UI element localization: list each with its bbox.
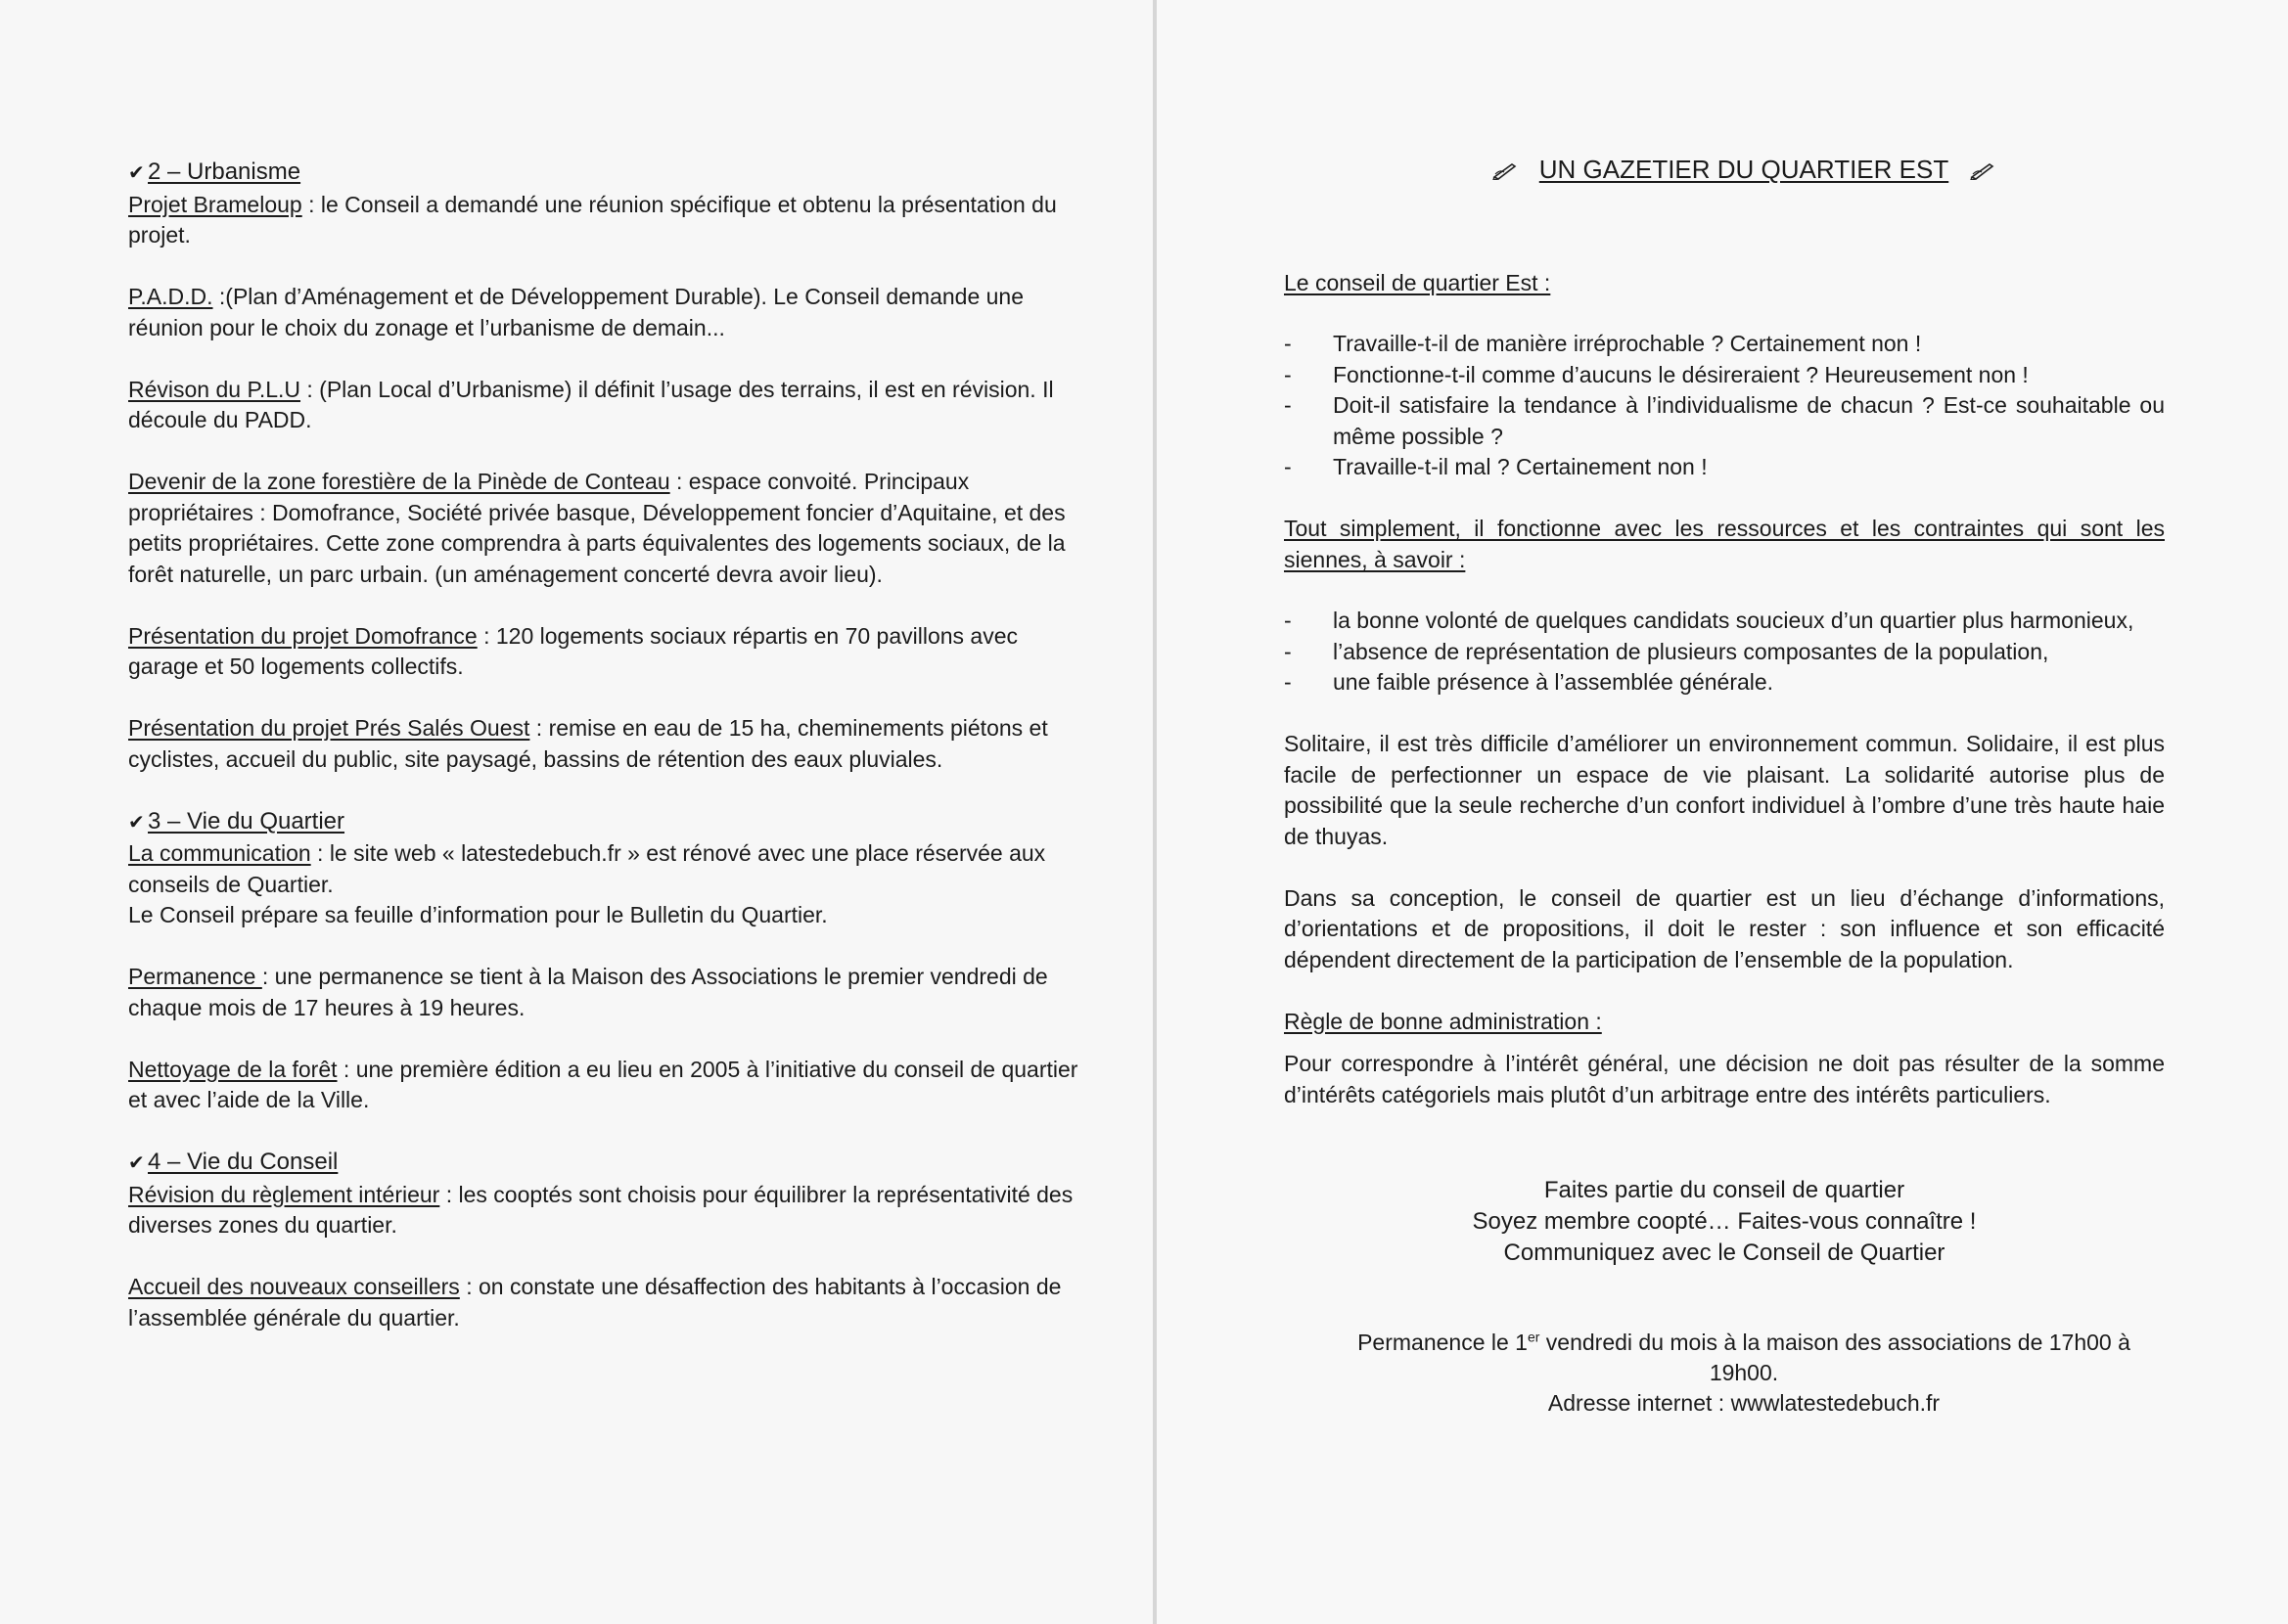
- item-pres-sales-ouest: Présentation du projet Prés Salés Ouest : remise en eau de 15 ha, cheminements piétons et cyclistes, accueil du public, site paysagé, bassins de rétention des eaux pluviales.: [128, 715, 1048, 772]
- section-heading-vie-conseil: ✔ 4 – Vie du Conseil: [128, 1147, 1082, 1180]
- item-communication: La communication : le site web « latestedebuch.fr » est rénové avec une place réservée aux conseils de Quartier.: [128, 840, 1046, 897]
- left-column: [128, 157, 1082, 1365]
- constraints-list: [1284, 606, 2165, 699]
- permanence-info: [1284, 1328, 2165, 1419]
- item-projet-domofrance: Présentation du projet Domofrance : 120 logements sociaux répartis en 70 pavillons avec garage et 50 logements collectifs.: [128, 622, 1019, 679]
- item-projet-brameloup: Projet Brameloup : le Conseil a demandé une réunion spécifique et obtenu la présentation du projet.: [128, 191, 1057, 248]
- rule-label: Règle de bonne administration :: [1284, 1008, 1602, 1034]
- item-nettoyage-foret: Nettoyage de la forêt : une première édition a eu lieu en 2005 à l’initiative du conseil de quartier et avec l’aide de la Ville.: [128, 1056, 1078, 1112]
- paragraph-solidaire: Solitaire, il est très difficile d’améliorer un environnement commun. Solidaire, il est plus facile de perfectionner un espace de vie plaisant. La solidarité autorise plus de possibilité que la seule recherche d’un confort individuel à l’ombre d’une très haute haie de thuyas.: [1284, 731, 2165, 849]
- right-page: [1157, 0, 2288, 1624]
- resources-label: Tout simplement, il fonctionne avec les ressources et les contraintes qui sont les siennes, à savoir :: [1284, 516, 2165, 572]
- rule-text: Pour correspondre à l’intérêt général, une décision ne doit pas résulter de la somme d’intérêts catégoriels mais plutôt d’un arbitrage entre des intérêts particuliers.: [1284, 1051, 2165, 1107]
- section-heading-urbanisme: ✔ 2 – Urbanisme: [128, 157, 1082, 190]
- gazette-title: [1323, 155, 2165, 186]
- paragraph-conception: Dans sa conception, le conseil de quartier est un lieu d’échange d’informations, d’orientations et de propositions, il doit le rester : son influence et son efficacité dépendent directement de la participation de l’ensemble de la population.: [1284, 884, 2165, 972]
- right-column: [1284, 155, 2165, 1419]
- pen-icon: [1970, 160, 1995, 180]
- check-icon: ✔: [128, 811, 145, 834]
- item-padd: P.A.D.D. :(Plan d’Aménagement et de Développement Durable). Le Conseil demande une réunion pour le choix du zonage et l’urbanisme de demain...: [128, 284, 1025, 340]
- page-title: UN GAZETIER DU QUARTIER EST: [1538, 155, 1949, 184]
- list-item: - Travaille-t-il de manière irréprochable ? Certainement non !: [1284, 329, 2165, 360]
- list-item: - Fonctionne-t-il comme d’aucuns le désireraient ? Heureusement non !: [1284, 360, 2165, 391]
- item-plu: Révison du P.L.U : (Plan Local d’Urbanisme) il définit l’usage des terrains, il est en révision. Il découle du PADD.: [128, 376, 1054, 432]
- pen-icon: [1492, 160, 1518, 180]
- item-reglement-interieur: Révision du règlement intérieur : les cooptés sont choisis pour équilibrer la représentativité des diverses zones du quartier.: [128, 1181, 1074, 1238]
- check-icon: ✔: [128, 1152, 145, 1174]
- item-communication-extra: Le Conseil prépare sa feuille d’information pour le Bulletin du Quartier.: [128, 902, 828, 927]
- check-icon: ✔: [128, 162, 145, 184]
- list-item: - Doit-il satisfaire la tendance à l’individualisme de chacun ? Est-ce souhaitable ou même possible ?: [1284, 390, 2165, 452]
- item-zone-forestiere: Devenir de la zone forestière de la Pinède de Conteau : espace convoité. Principaux propriétaires : Domofrance, Société privée basque, Développement foncier d’Aquitaine, et des petits propriétaires. Cette zone comprendra à parts équivalentes des logements sociaux, de la forêt naturelle, un parc urbain. (un aménagement concerté devra avoir lieu).: [128, 469, 1066, 587]
- list-item: - la bonne volonté de quelques candidats soucieux d’un quartier plus harmonieux,: [1284, 606, 2165, 637]
- website-line: Adresse internet : wwwlatestedebuch.fr: [1547, 1390, 1941, 1416]
- intro-label: Le conseil de quartier Est :: [1284, 269, 1551, 295]
- cta-line: Soyez membre coopté… Faites-vous connaître !: [1472, 1208, 1977, 1235]
- item-nouveaux-conseillers: Accueil des nouveaux conseillers : on constate une désaffection des habitants à l’occasion de l’assemblée générale du quartier.: [128, 1274, 1062, 1331]
- permanence-line: Permanence le 1er vendredi du mois à la maison des associations de 17h00 à 19h00.: [1357, 1329, 2130, 1385]
- list-item: - une faible présence à l’assemblée générale.: [1284, 667, 2165, 699]
- list-item: - Travaille-t-il mal ? Certainement non !: [1284, 452, 2165, 483]
- call-to-action: [1284, 1175, 2165, 1269]
- section-heading-vie-quartier: ✔ 3 – Vie du Quartier: [128, 806, 1082, 839]
- item-permanence: Permanence : une permanence se tient à la Maison des Associations le premier vendredi de chaque mois de 17 heures à 19 heures.: [128, 964, 1048, 1020]
- cta-line: Communiquez avec le Conseil de Quartier: [1503, 1240, 1945, 1266]
- questions-list: [1284, 329, 2165, 483]
- list-item: - l’absence de représentation de plusieurs composantes de la population,: [1284, 637, 2165, 668]
- cta-line: Faites partie du conseil de quartier: [1543, 1177, 1905, 1203]
